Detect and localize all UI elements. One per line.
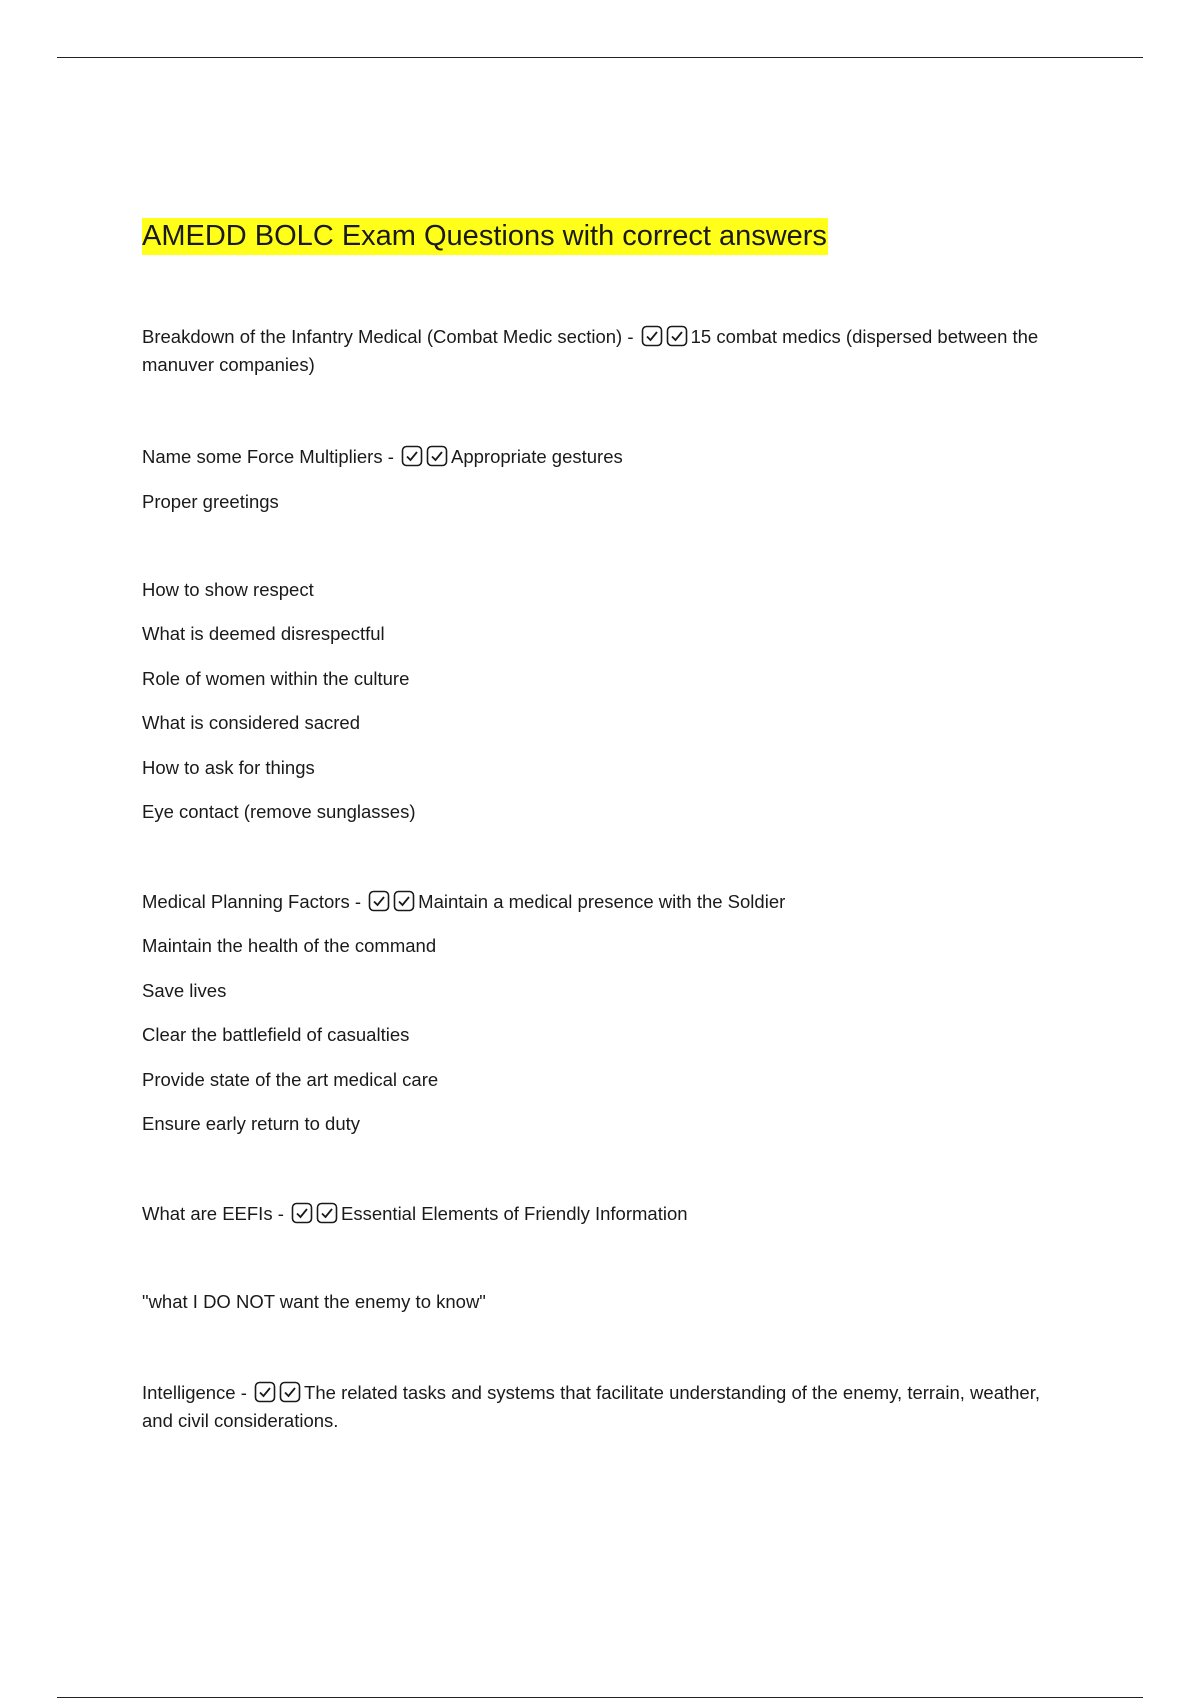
qa-item <box>142 443 1062 471</box>
qa-item <box>142 888 1062 916</box>
answer-line: Clear the battlefield of casualties <box>142 1024 410 1045</box>
answer-text: Essential Elements of Friendly Information <box>341 1203 688 1224</box>
check-box-icon <box>641 325 663 347</box>
check-box-icon <box>666 325 688 347</box>
answer-line: Proper greetings <box>142 491 279 512</box>
answer-line: How to show respect <box>142 579 314 600</box>
answer-line: How to ask for things <box>142 757 315 778</box>
header-rule <box>57 57 1143 58</box>
qa-line <box>142 888 1062 916</box>
check-box-icon <box>426 445 448 467</box>
qa-line <box>142 1200 1062 1228</box>
qa-line <box>142 1379 1062 1435</box>
check-box-icon <box>401 445 423 467</box>
qa-line <box>142 323 1062 379</box>
document-title: AMEDD BOLC Exam Questions with correct answers <box>142 215 828 257</box>
qa-item <box>142 1379 1062 1435</box>
answer-line: Eye contact (remove sunglasses) <box>142 801 416 822</box>
question-text: Breakdown of the Infantry Medical (Combat Medic section) - <box>142 326 634 347</box>
check-box-icon <box>254 1381 276 1403</box>
answer-text: The related tasks and systems that facilitate understanding of the enemy, terrain, weather, and civil considerations. <box>142 1382 1040 1431</box>
answer-line: What is considered sacred <box>142 712 360 733</box>
question-text: Intelligence - <box>142 1382 247 1403</box>
answer-line: Ensure early return to duty <box>142 1113 360 1134</box>
question-text: Name some Force Multipliers - <box>142 446 394 467</box>
qa-item <box>142 323 1062 379</box>
check-box-icon <box>279 1381 301 1403</box>
answer-line: Provide state of the art medical care <box>142 1069 439 1090</box>
answer-line: Save lives <box>142 980 227 1001</box>
check-box-icon <box>368 890 390 912</box>
qa-item <box>142 1200 1062 1228</box>
answer-text: Appropriate gestures <box>451 446 623 467</box>
check-box-icon <box>316 1202 338 1224</box>
qa-line <box>142 443 1062 471</box>
question-text: Medical Planning Factors - <box>142 891 362 912</box>
footer-rule <box>57 1697 1143 1698</box>
check-box-icon <box>291 1202 313 1224</box>
answer-line: Maintain the health of the command <box>142 935 437 956</box>
answer-line: What is deemed disrespectful <box>142 623 385 644</box>
answer-text: Maintain a medical presence with the Soldier <box>418 891 786 912</box>
answer-line: "what I DO NOT want the enemy to know" <box>142 1291 486 1312</box>
answer-text: 15 combat medics (dispersed between the manuver companies) <box>142 326 1039 375</box>
answer-line: Role of women within the culture <box>142 668 410 689</box>
check-box-icon <box>393 890 415 912</box>
question-text: What are EEFIs - <box>142 1203 284 1224</box>
